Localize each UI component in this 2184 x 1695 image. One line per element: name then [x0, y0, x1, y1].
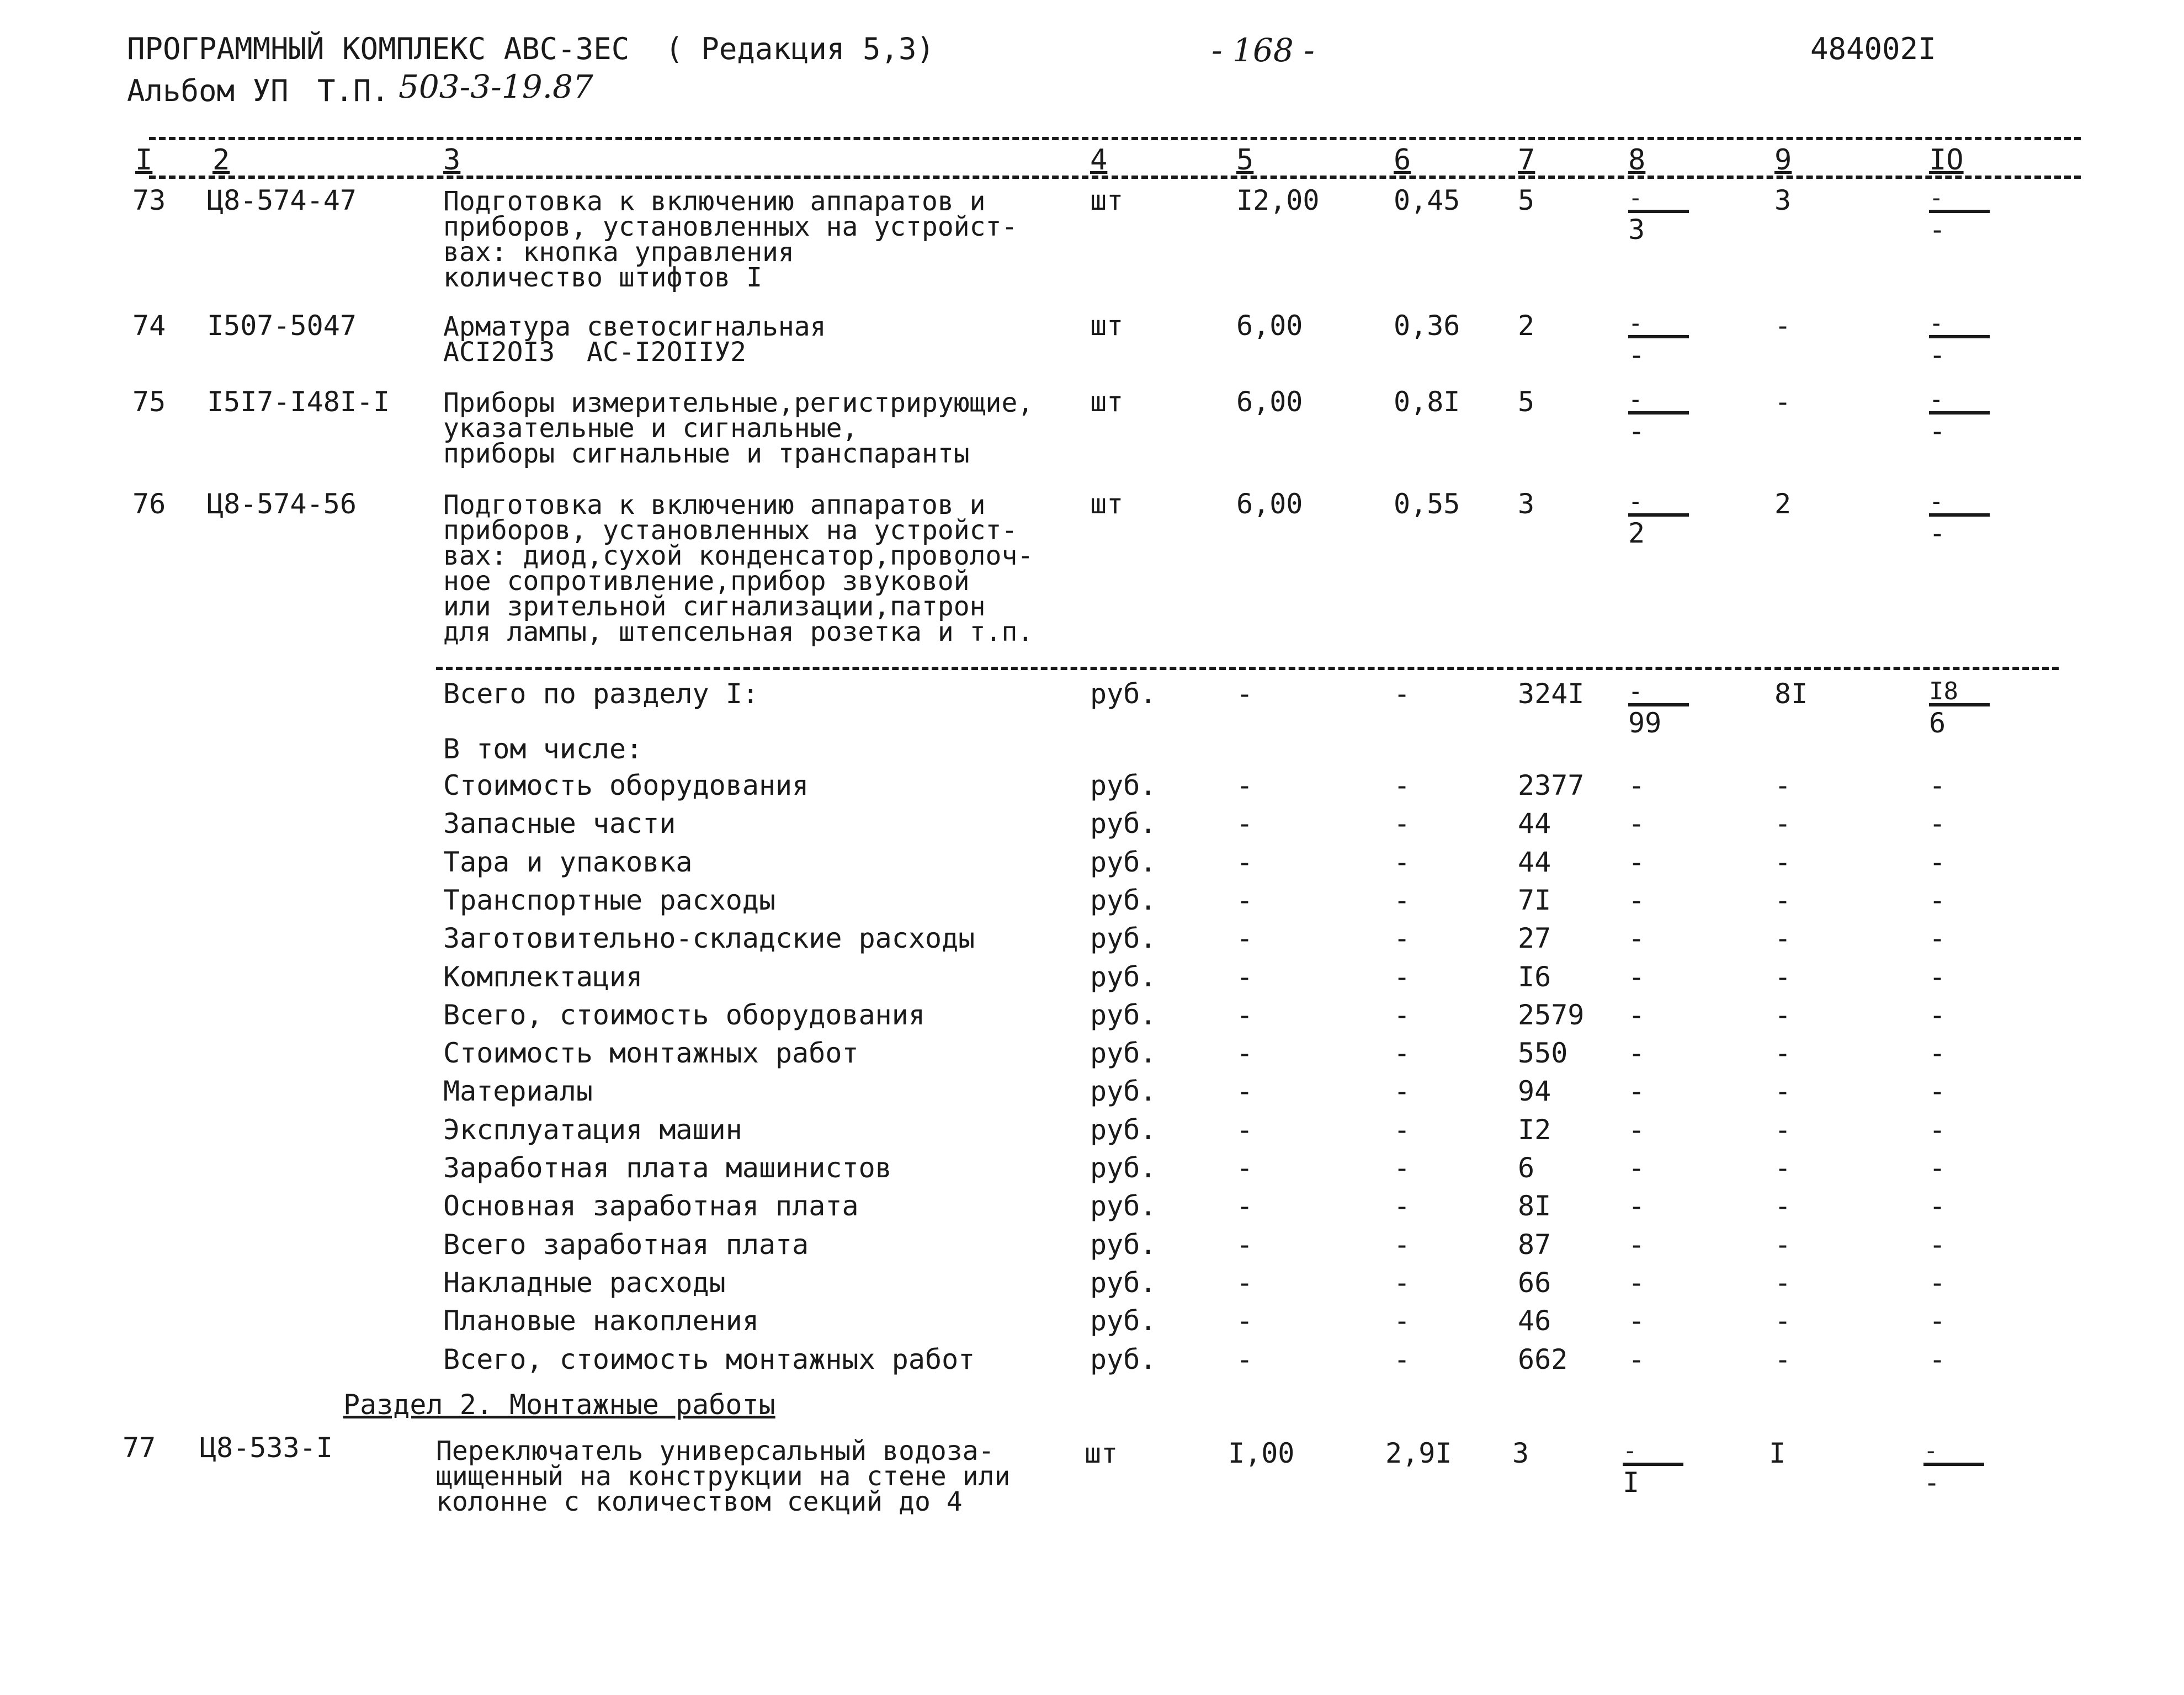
tp-number: 503-3-19.87	[398, 68, 593, 105]
breakdown-unit: руб.	[1090, 922, 1157, 955]
column-header-4: 4	[1090, 144, 1108, 177]
row-number: 74	[132, 310, 166, 342]
total-col8-numerator: -	[1628, 681, 1689, 706]
row-col5: 6,00	[1236, 386, 1303, 418]
total-col9: 8I	[1774, 678, 1808, 710]
breakdown-col7: 94	[1518, 1075, 1551, 1108]
column-header-7: 7	[1518, 144, 1535, 177]
breakdown-col9: -	[1774, 1190, 1792, 1223]
breakdown-col8: -	[1628, 998, 1645, 1031]
row-col7: 5	[1518, 184, 1535, 216]
row-number: 73	[132, 184, 166, 216]
breakdown-col9: -	[1774, 1305, 1792, 1337]
total-unit: руб.	[1090, 678, 1157, 710]
breakdown-col7: 662	[1518, 1343, 1568, 1375]
breakdown-col5: -	[1236, 884, 1253, 916]
column-header-1: I	[135, 144, 153, 177]
row-number: 77	[123, 1432, 156, 1464]
breakdown-label: Накладные расходы	[443, 1266, 726, 1299]
row-col8-numerator: -	[1628, 491, 1689, 517]
row-col5: I2,00	[1236, 184, 1320, 216]
breakdown-col9: -	[1774, 846, 1792, 878]
breakdown-col8: -	[1628, 1113, 1645, 1146]
row-col6: 2,9I	[1385, 1437, 1452, 1469]
breakdown-col9: -	[1774, 1343, 1792, 1375]
row-unit: шт	[1090, 310, 1124, 342]
breakdown-col6: -	[1394, 1190, 1411, 1223]
breakdown-label: Эксплуатация машин	[443, 1113, 742, 1146]
breakdown-col10: -	[1929, 1343, 1946, 1375]
row-col5: I,00	[1228, 1437, 1295, 1469]
row-col8-denominator: 2	[1628, 517, 1645, 549]
row-col10	[1929, 184, 1990, 246]
breakdown-unit: руб.	[1090, 1190, 1157, 1223]
breakdown-label: Стоимость монтажных работ	[443, 1037, 859, 1070]
row-code: I5I7-I48I-I	[207, 386, 390, 418]
breakdown-col10: -	[1929, 998, 1946, 1031]
row-col10	[1929, 385, 1990, 448]
column-header-6: 6	[1394, 144, 1411, 177]
breakdown-col10: -	[1929, 1113, 1946, 1146]
breakdown-col6: -	[1394, 846, 1411, 878]
row-col8	[1628, 184, 1689, 246]
breakdown-col9: -	[1774, 807, 1792, 840]
breakdown-col7: I6	[1518, 960, 1551, 993]
breakdown-col7: 44	[1518, 846, 1551, 878]
row-col10	[1929, 487, 1990, 550]
section-2-title: Раздел 2. Монтажные работы	[343, 1389, 775, 1421]
row-col9: 3	[1774, 184, 1792, 216]
breakdown-unit: руб.	[1090, 807, 1157, 840]
breakdown-col5: -	[1236, 1152, 1253, 1184]
breakdown-unit: руб.	[1090, 960, 1157, 993]
breakdown-col7: 2579	[1518, 998, 1585, 1031]
album-label: Альбом УП	[127, 73, 289, 108]
breakdown-col9: -	[1774, 1075, 1792, 1108]
row-number: 75	[132, 386, 166, 418]
row-col7: 5	[1518, 386, 1535, 418]
row-col8	[1628, 487, 1689, 550]
breakdown-col6: -	[1394, 960, 1411, 993]
column-header-10: IO	[1929, 144, 1964, 177]
breakdown-col7: 27	[1518, 922, 1551, 955]
breakdown-col9: -	[1774, 960, 1792, 993]
row-col8-denominator: I	[1623, 1466, 1640, 1499]
row-col8-numerator: -	[1628, 313, 1689, 338]
header-dashed-rule	[149, 176, 2081, 179]
breakdown-col7: 7I	[1518, 884, 1551, 916]
column-header-5: 5	[1236, 144, 1254, 177]
breakdown-unit: руб.	[1090, 884, 1157, 916]
row-description: Приборы измерительные,регистрирующие, указательные и сигнальные, приборы сигнальные и транспаранты	[443, 387, 1034, 469]
row-description: Подготовка к включению аппаратов и приборов, установленных на устройст- вах: кнопка управления количество штифтов I	[443, 186, 1018, 293]
breakdown-col10: -	[1929, 769, 1946, 801]
breakdown-col5: -	[1236, 1343, 1253, 1375]
program-title: ПРОГРАММНЫЙ КОМПЛЕКС АВС-ЗЕС ( Редакция 5,3)	[127, 31, 934, 66]
breakdown-col8: -	[1628, 922, 1645, 955]
row-col9: 2	[1774, 488, 1792, 520]
row-col8-denominator: 3	[1628, 214, 1645, 246]
breakdown-unit: руб.	[1090, 1266, 1157, 1299]
row-description: Подготовка к включению аппаратов и приборов, установленных на устройст- вах: диод,сухой конденсатор,проволоч- ное сопротивление,прибор звуковой или зрительной сигнализации,патрон для лампы, штепсельная розетка и т.п.	[443, 490, 1034, 647]
breakdown-col5: -	[1236, 1266, 1253, 1299]
breakdown-label: Запасные части	[443, 807, 676, 840]
row-col10-denominator: -	[1923, 1466, 1941, 1499]
column-header-8: 8	[1628, 144, 1646, 177]
breakdown-col5: -	[1236, 960, 1253, 993]
breakdown-col5: -	[1236, 807, 1253, 840]
row-description: Арматура светосигнальная АСI2ОIЗ АС-I2ОIIУ2	[443, 311, 826, 368]
row-col10-denominator: -	[1929, 415, 1946, 447]
breakdown-col6: -	[1394, 884, 1411, 916]
total-col8	[1628, 677, 1689, 740]
breakdown-col10: -	[1929, 807, 1946, 840]
breakdown-col6: -	[1394, 1343, 1411, 1375]
breakdown-col8: -	[1628, 1266, 1645, 1299]
totals-dashed-rule	[436, 667, 2059, 670]
row-code: Ц8-574-47	[207, 184, 357, 216]
breakdown-col7: I2	[1518, 1113, 1551, 1146]
breakdown-col9: -	[1774, 1266, 1792, 1299]
breakdown-col6: -	[1394, 1228, 1411, 1261]
breakdown-col8: -	[1628, 846, 1645, 878]
breakdown-unit: руб.	[1090, 1152, 1157, 1184]
breakdown-col5: -	[1236, 1113, 1253, 1146]
breakdown-col10: -	[1929, 1037, 1946, 1070]
breakdown-col7: 44	[1518, 807, 1551, 840]
row-col10-numerator: -	[1929, 389, 1990, 415]
breakdown-label: Комплектация	[443, 960, 643, 993]
breakdown-col5: -	[1236, 1305, 1253, 1337]
row-col6: 0,45	[1394, 184, 1460, 216]
breakdown-col6: -	[1394, 1113, 1411, 1146]
breakdown-col6: -	[1394, 1305, 1411, 1337]
breakdown-col8: -	[1628, 807, 1645, 840]
breakdown-col8: -	[1628, 960, 1645, 993]
breakdown-label: Материалы	[443, 1075, 593, 1108]
breakdown-col7: 550	[1518, 1037, 1568, 1070]
row-col9: I	[1769, 1437, 1786, 1469]
row-unit: шт	[1090, 488, 1124, 520]
breakdown-col5: -	[1236, 846, 1253, 878]
breakdown-unit: руб.	[1090, 1343, 1157, 1375]
breakdown-col5: -	[1236, 922, 1253, 955]
row-code: Ц8-533-I	[200, 1432, 333, 1464]
breakdown-col8: -	[1628, 1075, 1645, 1108]
breakdown-col6: -	[1394, 769, 1411, 801]
row-col5: 6,00	[1236, 310, 1303, 342]
row-col10-numerator: -	[1929, 313, 1990, 338]
breakdown-col5: -	[1236, 769, 1253, 801]
breakdown-col10: -	[1929, 922, 1946, 955]
breakdown-col9: -	[1774, 922, 1792, 955]
breakdown-col7: 87	[1518, 1228, 1551, 1261]
row-col9: -	[1774, 386, 1792, 418]
breakdown-col5: -	[1236, 998, 1253, 1031]
breakdown-col5: -	[1236, 1190, 1253, 1223]
total-col10	[1929, 677, 1990, 740]
row-col10	[1923, 1437, 1984, 1499]
breakdown-col8: -	[1628, 1152, 1645, 1184]
row-col5: 6,00	[1236, 488, 1303, 520]
row-col7: 2	[1518, 310, 1535, 342]
breakdown-unit: руб.	[1090, 769, 1157, 801]
breakdown-col10: -	[1929, 1190, 1946, 1223]
row-col10-denominator: -	[1929, 517, 1946, 549]
breakdown-col9: -	[1774, 1037, 1792, 1070]
breakdown-col9: -	[1774, 1152, 1792, 1184]
doc-code: 484002I	[1810, 31, 1936, 66]
row-col10-numerator: -	[1923, 1441, 1984, 1466]
breakdown-col5: -	[1236, 1037, 1253, 1070]
breakdown-col9: -	[1774, 998, 1792, 1031]
breakdown-col7: 6	[1518, 1152, 1535, 1184]
breakdown-col6: -	[1394, 922, 1411, 955]
total-col10-denominator: 6	[1929, 707, 1946, 739]
breakdown-col6: -	[1394, 1152, 1411, 1184]
breakdown-label: Всего, стоимость оборудования	[443, 998, 925, 1031]
row-col8-denominator: -	[1628, 339, 1645, 371]
row-number: 76	[132, 488, 166, 520]
breakdown-col8: -	[1628, 1305, 1645, 1337]
breakdown-label: Всего заработная плата	[443, 1228, 809, 1261]
row-col6: 0,36	[1394, 310, 1460, 342]
breakdown-col8: -	[1628, 1228, 1645, 1261]
row-unit: шт	[1085, 1437, 1118, 1469]
page-number: - 168 -	[1211, 31, 1315, 69]
breakdown-col5: -	[1236, 1075, 1253, 1108]
row-col10	[1929, 309, 1990, 371]
breakdown-col6: -	[1394, 1037, 1411, 1070]
row-col6: 0,8I	[1394, 386, 1460, 418]
row-unit: шт	[1090, 184, 1124, 216]
breakdown-col7: 46	[1518, 1305, 1551, 1337]
breakdown-label: Основная заработная плата	[443, 1190, 859, 1223]
breakdown-col6: -	[1394, 1075, 1411, 1108]
breakdown-col6: -	[1394, 807, 1411, 840]
breakdown-col10: -	[1929, 884, 1946, 916]
row-col8-numerator: -	[1623, 1441, 1683, 1466]
breakdown-label: Тара и упаковка	[443, 846, 693, 878]
breakdown-label: Плановые накопления	[443, 1305, 759, 1337]
row-col7: 3	[1518, 488, 1535, 520]
breakdown-col10: -	[1929, 1152, 1946, 1184]
breakdown-unit: руб.	[1090, 1228, 1157, 1261]
breakdown-label: Стоимость оборудования	[443, 769, 809, 801]
breakdown-col5: -	[1236, 1228, 1253, 1261]
breakdown-unit: руб.	[1090, 1075, 1157, 1108]
row-unit: шт	[1090, 386, 1124, 418]
breakdown-label: Заготовительно-складские расходы	[443, 922, 975, 955]
including-label: В том числе:	[443, 733, 643, 765]
total-col8-denominator: 99	[1628, 707, 1662, 739]
tp-label: Т.П.	[317, 73, 390, 108]
breakdown-col8: -	[1628, 769, 1645, 801]
breakdown-col8: -	[1628, 1343, 1645, 1375]
row-col8-numerator: -	[1628, 188, 1689, 213]
total-col7: 324I	[1518, 678, 1585, 710]
total-label: Всего по разделу I:	[443, 678, 759, 710]
total-col6: -	[1394, 678, 1411, 710]
row-description: Переключатель универсальный водоза- щищенный на конструкции на стене или колонне с количеством секций до 4	[436, 1436, 1011, 1517]
breakdown-col10: -	[1929, 1305, 1946, 1337]
row-col7: 3	[1512, 1437, 1529, 1469]
row-col10-numerator: -	[1929, 491, 1990, 517]
top-dashed-rule	[149, 137, 2081, 140]
breakdown-col10: -	[1929, 846, 1946, 878]
breakdown-col9: -	[1774, 1113, 1792, 1146]
breakdown-col9: -	[1774, 769, 1792, 801]
total-col10-numerator: I8	[1929, 681, 1990, 706]
breakdown-unit: руб.	[1090, 846, 1157, 878]
breakdown-unit: руб.	[1090, 1113, 1157, 1146]
total-col5: -	[1236, 678, 1253, 710]
breakdown-unit: руб.	[1090, 1305, 1157, 1337]
breakdown-col6: -	[1394, 1266, 1411, 1299]
row-col10-numerator: -	[1929, 188, 1990, 213]
breakdown-col10: -	[1929, 1266, 1946, 1299]
row-col8	[1628, 309, 1689, 371]
row-col8	[1623, 1437, 1683, 1499]
breakdown-unit: руб.	[1090, 998, 1157, 1031]
breakdown-col8: -	[1628, 1037, 1645, 1070]
breakdown-col9: -	[1774, 884, 1792, 916]
row-col8-denominator: -	[1628, 415, 1645, 447]
breakdown-col6: -	[1394, 998, 1411, 1031]
row-col10-denominator: -	[1929, 339, 1946, 371]
row-col8-numerator: -	[1628, 389, 1689, 415]
breakdown-label: Заработная плата машинистов	[443, 1152, 892, 1184]
breakdown-col9: -	[1774, 1228, 1792, 1261]
column-header-2: 2	[212, 144, 230, 177]
breakdown-col10: -	[1929, 1228, 1946, 1261]
row-col10-denominator: -	[1929, 214, 1946, 246]
row-col9: -	[1774, 310, 1792, 342]
row-code: Ц8-574-56	[207, 488, 357, 520]
row-col6: 0,55	[1394, 488, 1460, 520]
breakdown-col7: 8I	[1518, 1190, 1551, 1223]
breakdown-label: Транспортные расходы	[443, 884, 776, 916]
breakdown-col10: -	[1929, 1075, 1946, 1108]
breakdown-col8: -	[1628, 884, 1645, 916]
column-header-3: 3	[443, 144, 461, 177]
column-header-9: 9	[1774, 144, 1792, 177]
breakdown-col8: -	[1628, 1190, 1645, 1223]
breakdown-unit: руб.	[1090, 1037, 1157, 1070]
row-code: I507-5047	[207, 310, 357, 342]
breakdown-label: Всего, стоимость монтажных работ	[443, 1343, 975, 1375]
breakdown-col10: -	[1929, 960, 1946, 993]
breakdown-col7: 66	[1518, 1266, 1551, 1299]
row-col8	[1628, 385, 1689, 448]
breakdown-col7: 2377	[1518, 769, 1585, 801]
